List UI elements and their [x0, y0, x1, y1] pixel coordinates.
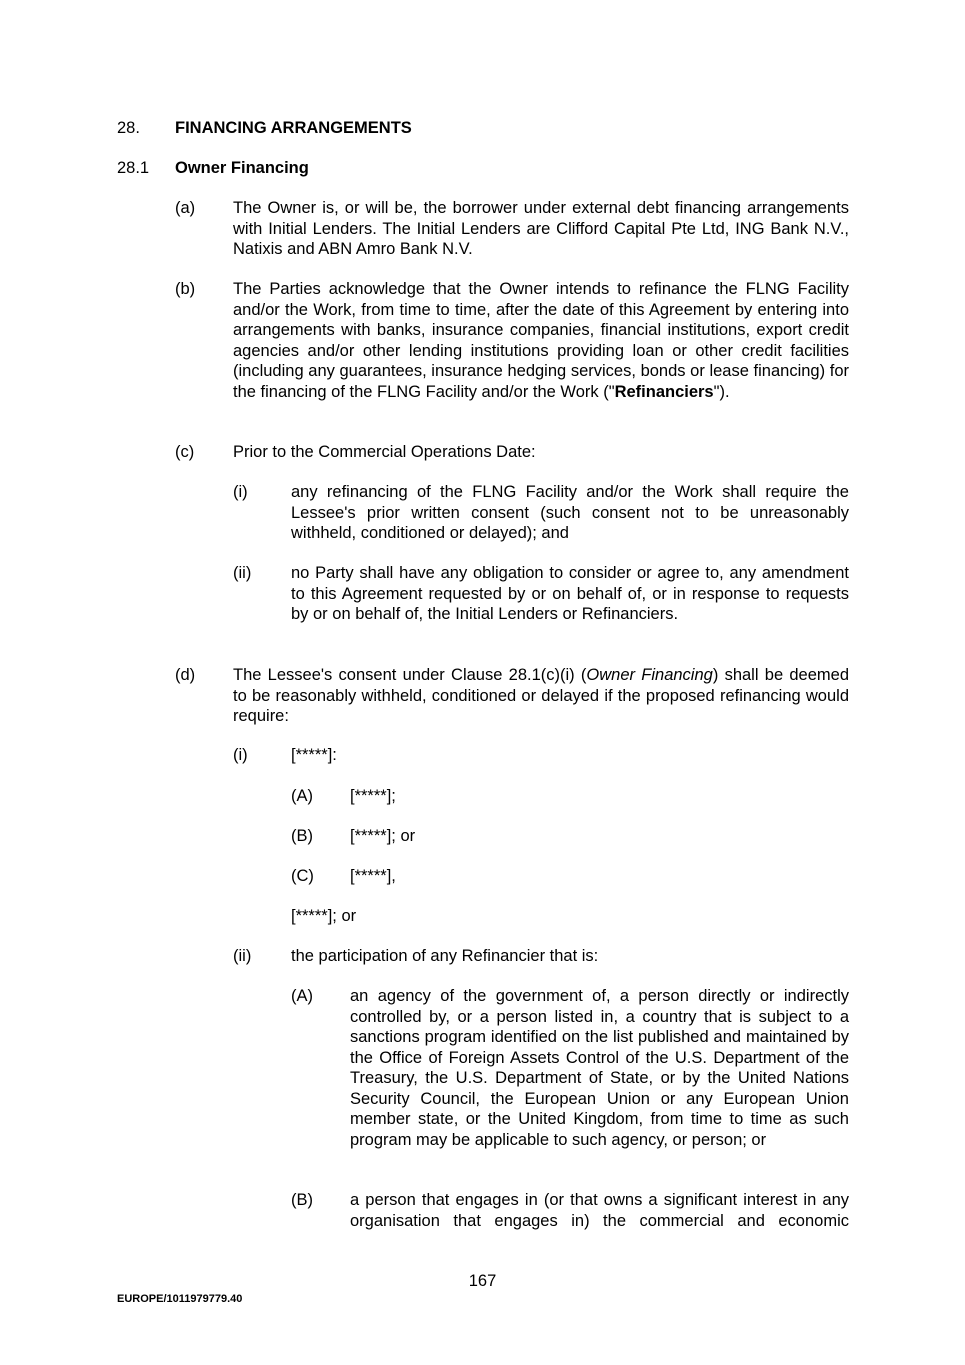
clause-text: The Owner is, or will be, the borrower under external debt financing arrangements with Initial Lenders. The Initial Lenders are Clifford Capital Pte Ltd, ING Bank N.V., Natixis and ABN Amro Bank N.V.	[233, 199, 849, 258]
clause-label: (ii)	[233, 564, 252, 582]
document-reference: EUROPE/1011979779.40	[117, 1293, 243, 1305]
clause-d-i-C	[291, 866, 849, 887]
clause-label: (c)	[175, 443, 195, 461]
clause-d-ii	[233, 946, 849, 967]
clause-label: (B)	[291, 827, 313, 845]
clause-label: (b)	[175, 280, 196, 298]
clause-text: any refinancing of the FLNG Facility and/or the Work shall require the Lessee's prior written consent (such consent not to be unreasonably withheld, conditioned or delayed); and	[291, 483, 849, 542]
section-title: FINANCING ARRANGEMENTS	[175, 119, 412, 137]
clause-text: a person that engages in (or that owns a significant interest in any organisation that engages in) the commercial and economic	[350, 1191, 849, 1230]
clause-d-ii-B	[291, 1190, 849, 1231]
clause-c-ii	[233, 563, 849, 625]
clause-a	[175, 198, 849, 260]
clause-label: (A)	[291, 787, 313, 805]
clause-label: (A)	[291, 987, 313, 1005]
clause-c-i	[233, 482, 849, 544]
subsection-number: 28.1	[117, 159, 150, 177]
clause-text: [*****],	[350, 867, 396, 885]
clause-text: [*****];	[350, 787, 396, 805]
page-number: 167	[468, 1272, 497, 1290]
clause-text: Prior to the Commercial Operations Date:	[233, 443, 536, 461]
clause-text: an agency of the government of, a person directly or indirectly controlled by, or a person listed in, a country that is subject to a sanctions program identified on the list published and maintained by the Office of Foreign Assets Control of the U.S. Department of the Treasury, the U.S. Department of State, or by the United Nations Security Council, the European Union or any European Union member state, or the United Kingdom, from time to time as such program may be applicable to such agency, or person; or	[350, 987, 849, 1149]
clause-text-before: The Parties acknowledge that the Owner intends to refinance the FLNG Facility and/or the Work, from time to time, after the date of this Agreement by entering into arrangements with banks, insurance companies, financial institutions, export credit agencies and/or other lending institutions providing loan or other credit facilities (including any guarantees, insurance hedging services, bonds or lease financing) for the financing of the FLNG Facility and/or the Work ("	[233, 280, 849, 401]
clause-label: (B)	[291, 1191, 313, 1209]
clause-c	[175, 442, 849, 463]
clause-italic-title: Owner Financing	[586, 666, 713, 684]
subsection-title: Owner Financing	[175, 159, 309, 177]
clause-d-i-A	[291, 786, 849, 807]
clause-d-ii-A	[291, 986, 849, 1150]
clause-label: (i)	[233, 746, 248, 764]
clause-text-after: ").	[713, 382, 730, 401]
clause-label: (C)	[291, 867, 314, 885]
clause-text: [*****]:	[291, 746, 337, 764]
clause-d-i	[233, 745, 849, 766]
clause-text-before: The Lessee's consent under Clause 28.1(c)(i) (	[233, 666, 587, 684]
clause-d-i-trailing-text: [*****]; or	[291, 907, 357, 925]
clause-b	[175, 279, 849, 402]
clause-label: (i)	[233, 483, 248, 501]
clause-text	[233, 279, 849, 402]
clause-text-after: ) shall be deemed to be reasonably withheld, conditioned or delayed if the proposed refinancing would require:	[233, 666, 849, 725]
clause-text	[233, 665, 849, 727]
clause-text: no Party shall have any obligation to consider or agree to, any amendment to this Agreement requested by or on behalf of, or in response to requests by or on behalf of, the Initial Lenders or Refinanciers.	[291, 564, 849, 623]
clause-text: [*****]; or	[350, 827, 416, 845]
clause-text: the participation of any Refinancier that is:	[291, 947, 599, 965]
clause-label: (ii)	[233, 947, 252, 965]
clause-label: (d)	[175, 666, 196, 684]
clause-label: (a)	[175, 199, 196, 217]
clause-d-i-B	[291, 826, 849, 847]
clause-d	[175, 665, 849, 727]
section-number: 28.	[117, 119, 140, 137]
defined-term: Refinanciers	[614, 382, 714, 401]
